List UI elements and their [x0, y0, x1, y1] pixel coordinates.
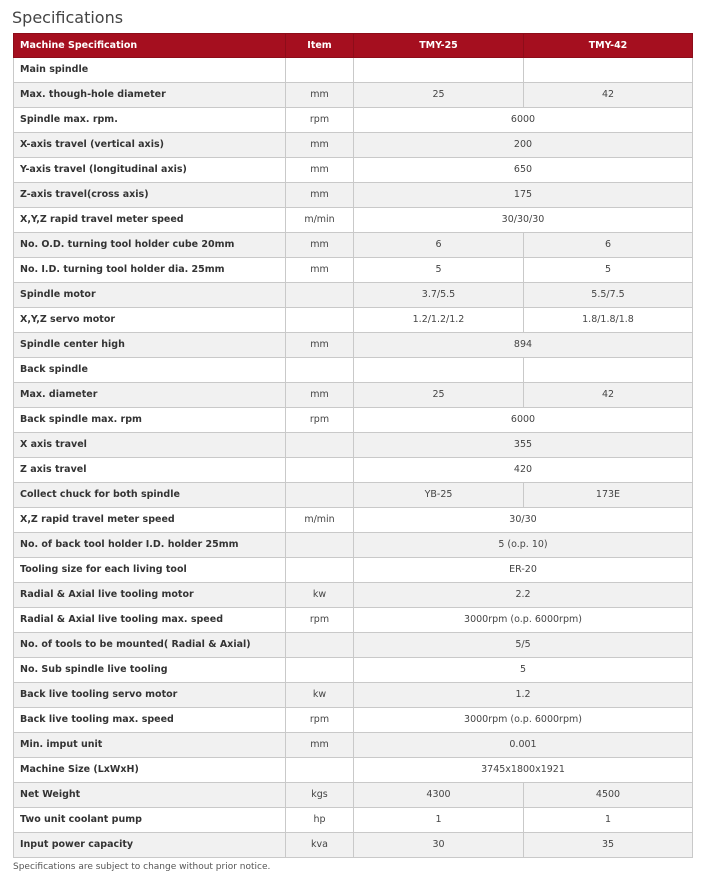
- spec-name-cell: No. of back tool holder I.D. holder 25mm: [14, 533, 286, 558]
- unit-cell: [286, 283, 354, 308]
- unit-cell: hp: [286, 808, 354, 833]
- value-cell-both-models: 894: [354, 333, 693, 358]
- value-cell-tmy-25: 5: [354, 258, 524, 283]
- table-row: [14, 733, 693, 758]
- value-cell-tmy-25: 1.2/1.2/1.2: [354, 308, 524, 333]
- unit-cell: rpm: [286, 708, 354, 733]
- spec-name-cell: Back spindle: [14, 358, 286, 383]
- spec-name-cell: Radial & Axial live tooling motor: [14, 583, 286, 608]
- spec-name-cell: X,Y,Z rapid travel meter speed: [14, 208, 286, 233]
- value-cell-tmy-42: 5: [524, 258, 693, 283]
- unit-cell: m/min: [286, 208, 354, 233]
- table-row: [14, 608, 693, 633]
- unit-cell: [286, 58, 354, 83]
- spec-name-cell: Spindle center high: [14, 333, 286, 358]
- unit-cell: mm: [286, 183, 354, 208]
- table-row: [14, 458, 693, 483]
- specifications-table: [13, 33, 693, 858]
- spec-name-cell: Back spindle max. rpm: [14, 408, 286, 433]
- value-cell-tmy-25: 25: [354, 83, 524, 108]
- table-row: [14, 808, 693, 833]
- table-row: [14, 783, 693, 808]
- unit-cell: mm: [286, 333, 354, 358]
- table-row: [14, 233, 693, 258]
- value-cell-tmy-42: 173E: [524, 483, 693, 508]
- spec-name-cell: Max. diameter: [14, 383, 286, 408]
- value-cell-tmy-25: 6: [354, 233, 524, 258]
- unit-cell: [286, 633, 354, 658]
- spec-name-cell: Radial & Axial live tooling max. speed: [14, 608, 286, 633]
- value-cell-tmy-25: [354, 58, 524, 83]
- table-row: [14, 133, 693, 158]
- value-cell-tmy-25: YB-25: [354, 483, 524, 508]
- table-row: [14, 558, 693, 583]
- unit-cell: [286, 658, 354, 683]
- table-row: [14, 58, 693, 83]
- table-row: [14, 758, 693, 783]
- spec-name-cell: X,Z rapid travel meter speed: [14, 508, 286, 533]
- unit-cell: [286, 308, 354, 333]
- table-row: [14, 508, 693, 533]
- spec-name-cell: Tooling size for each living tool: [14, 558, 286, 583]
- table-body: [14, 58, 693, 858]
- unit-cell: mm: [286, 133, 354, 158]
- value-cell-both-models: 5 (o.p. 10): [354, 533, 693, 558]
- value-cell-both-models: 2.2: [354, 583, 693, 608]
- table-row: [14, 208, 693, 233]
- spec-name-cell: X axis travel: [14, 433, 286, 458]
- spec-name-cell: Net Weight: [14, 783, 286, 808]
- unit-cell: [286, 758, 354, 783]
- value-cell-tmy-42: 6: [524, 233, 693, 258]
- value-cell-both-models: 30/30/30: [354, 208, 693, 233]
- value-cell-both-models: ER-20: [354, 558, 693, 583]
- value-cell-both-models: 355: [354, 433, 693, 458]
- table-row: [14, 708, 693, 733]
- unit-cell: kva: [286, 833, 354, 858]
- value-cell-tmy-42: 4500: [524, 783, 693, 808]
- value-cell-tmy-42: 35: [524, 833, 693, 858]
- unit-cell: kw: [286, 583, 354, 608]
- unit-cell: kgs: [286, 783, 354, 808]
- table-row: [14, 583, 693, 608]
- value-cell-both-models: 175: [354, 183, 693, 208]
- table-row: [14, 283, 693, 308]
- unit-cell: kw: [286, 683, 354, 708]
- value-cell-both-models: 650: [354, 158, 693, 183]
- value-cell-both-models: 6000: [354, 108, 693, 133]
- spec-name-cell: No. O.D. turning tool holder cube 20mm: [14, 233, 286, 258]
- table-row: [14, 308, 693, 333]
- table-header-row: [14, 34, 693, 58]
- unit-cell: [286, 358, 354, 383]
- value-cell-both-models: 200: [354, 133, 693, 158]
- spec-name-cell: Collect chuck for both spindle: [14, 483, 286, 508]
- value-cell-tmy-25: 4300: [354, 783, 524, 808]
- spec-name-cell: Machine Size (LxWxH): [14, 758, 286, 783]
- table-row: [14, 408, 693, 433]
- value-cell-tmy-25: 3.7/5.5: [354, 283, 524, 308]
- spec-name-cell: Spindle motor: [14, 283, 286, 308]
- table-row: [14, 258, 693, 283]
- header-machine-specification: Machine Specification: [14, 34, 286, 58]
- header-item: Item: [286, 34, 354, 58]
- table-row: [14, 433, 693, 458]
- table-row: [14, 658, 693, 683]
- value-cell-both-models: 420: [354, 458, 693, 483]
- unit-cell: mm: [286, 383, 354, 408]
- value-cell-both-models: 3745x1800x1921: [354, 758, 693, 783]
- unit-cell: mm: [286, 83, 354, 108]
- table-row: [14, 333, 693, 358]
- unit-cell: rpm: [286, 408, 354, 433]
- spec-name-cell: Back live tooling servo motor: [14, 683, 286, 708]
- table-row: [14, 533, 693, 558]
- value-cell-both-models: 5/5: [354, 633, 693, 658]
- unit-cell: mm: [286, 158, 354, 183]
- value-cell-tmy-42: [524, 358, 693, 383]
- table-row: [14, 183, 693, 208]
- spec-name-cell: X,Y,Z servo motor: [14, 308, 286, 333]
- spec-name-cell: Input power capacity: [14, 833, 286, 858]
- unit-cell: [286, 433, 354, 458]
- footnote: Specifications are subject to change without prior notice.: [13, 862, 271, 872]
- spec-name-cell: Two unit coolant pump: [14, 808, 286, 833]
- spec-name-cell: No. Sub spindle live tooling: [14, 658, 286, 683]
- table-row: [14, 483, 693, 508]
- spec-name-cell: Z-axis travel(cross axis): [14, 183, 286, 208]
- spec-name-cell: No. I.D. turning tool holder dia. 25mm: [14, 258, 286, 283]
- unit-cell: mm: [286, 733, 354, 758]
- table-row: [14, 108, 693, 133]
- value-cell-tmy-42: 1.8/1.8/1.8: [524, 308, 693, 333]
- page-title: Specifications: [12, 8, 124, 27]
- table-row: [14, 158, 693, 183]
- unit-cell: mm: [286, 258, 354, 283]
- value-cell-both-models: 3000rpm (o.p. 6000rpm): [354, 708, 693, 733]
- value-cell-both-models: 0.001: [354, 733, 693, 758]
- spec-name-cell: Z axis travel: [14, 458, 286, 483]
- header-tmy-42: TMY-42: [524, 34, 693, 58]
- header-tmy-25: TMY-25: [354, 34, 524, 58]
- unit-cell: rpm: [286, 108, 354, 133]
- spec-name-cell: Spindle max. rpm.: [14, 108, 286, 133]
- unit-cell: rpm: [286, 608, 354, 633]
- spec-name-cell: Max. though-hole diameter: [14, 83, 286, 108]
- table-row: [14, 833, 693, 858]
- table-row: [14, 358, 693, 383]
- value-cell-tmy-42: 1: [524, 808, 693, 833]
- unit-cell: [286, 483, 354, 508]
- table-row: [14, 383, 693, 408]
- spec-name-cell: Min. imput unit: [14, 733, 286, 758]
- spec-name-cell: Y-axis travel (longitudinal axis): [14, 158, 286, 183]
- value-cell-tmy-42: 42: [524, 83, 693, 108]
- value-cell-tmy-42: 5.5/7.5: [524, 283, 693, 308]
- value-cell-both-models: 6000: [354, 408, 693, 433]
- spec-name-cell: Main spindle: [14, 58, 286, 83]
- value-cell-tmy-42: 42: [524, 383, 693, 408]
- value-cell-tmy-25: 1: [354, 808, 524, 833]
- value-cell-tmy-25: [354, 358, 524, 383]
- unit-cell: m/min: [286, 508, 354, 533]
- unit-cell: [286, 558, 354, 583]
- value-cell-tmy-42: [524, 58, 693, 83]
- value-cell-tmy-25: 25: [354, 383, 524, 408]
- spec-name-cell: No. of tools to be mounted( Radial & Axial): [14, 633, 286, 658]
- spec-name-cell: Back live tooling max. speed: [14, 708, 286, 733]
- unit-cell: mm: [286, 233, 354, 258]
- table-row: [14, 633, 693, 658]
- table-row: [14, 683, 693, 708]
- value-cell-both-models: 5: [354, 658, 693, 683]
- value-cell-tmy-25: 30: [354, 833, 524, 858]
- value-cell-both-models: 1.2: [354, 683, 693, 708]
- unit-cell: [286, 533, 354, 558]
- value-cell-both-models: 30/30: [354, 508, 693, 533]
- value-cell-both-models: 3000rpm (o.p. 6000rpm): [354, 608, 693, 633]
- unit-cell: [286, 458, 354, 483]
- table-row: [14, 83, 693, 108]
- spec-name-cell: X-axis travel (vertical axis): [14, 133, 286, 158]
